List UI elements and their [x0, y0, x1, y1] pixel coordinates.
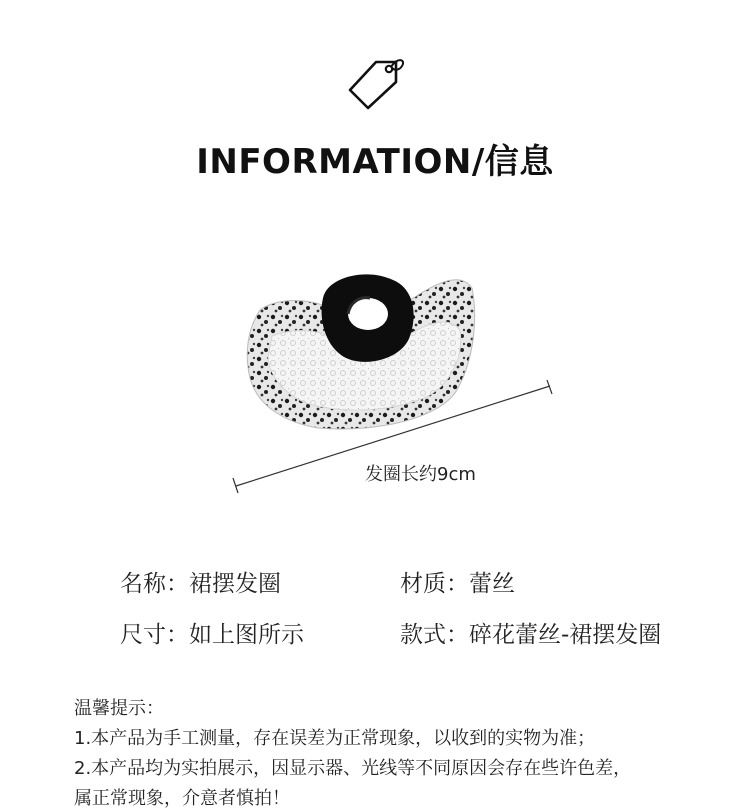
spec-material-value: 蕾丝 — [469, 571, 515, 597]
price-tag-icon — [346, 54, 408, 112]
spec-name — [120, 565, 281, 598]
spec-style-key: 款式： — [400, 622, 469, 648]
spec-size-key: 尺寸： — [120, 622, 189, 648]
page-title: INFORMATION/信息 — [196, 142, 554, 182]
notes-line-1: 1.本产品为手工测量，存在误差为正常现象，以收到的实物为准； — [74, 728, 596, 749]
spec-style — [400, 616, 661, 649]
notes-line-3: 属正常现象，介意者慎拍！ — [74, 788, 290, 809]
spec-material-key: 材质： — [400, 571, 469, 597]
spec-name-value: 裙摆发圈 — [189, 571, 281, 597]
dimension-label: 发圈长约9cm — [365, 464, 476, 485]
spec-size — [120, 616, 304, 649]
spec-material — [400, 565, 515, 598]
notes-line-2: 2.本产品均为实拍展示，因显示器、光线等不同原因会存在些许色差， — [74, 758, 632, 779]
spec-name-key: 名称： — [120, 571, 189, 597]
notes-heading: 温馨提示： — [74, 698, 164, 719]
spec-size-value: 如上图所示 — [189, 622, 304, 648]
spec-style-value: 碎花蕾丝-裙摆发圈 — [469, 622, 662, 648]
